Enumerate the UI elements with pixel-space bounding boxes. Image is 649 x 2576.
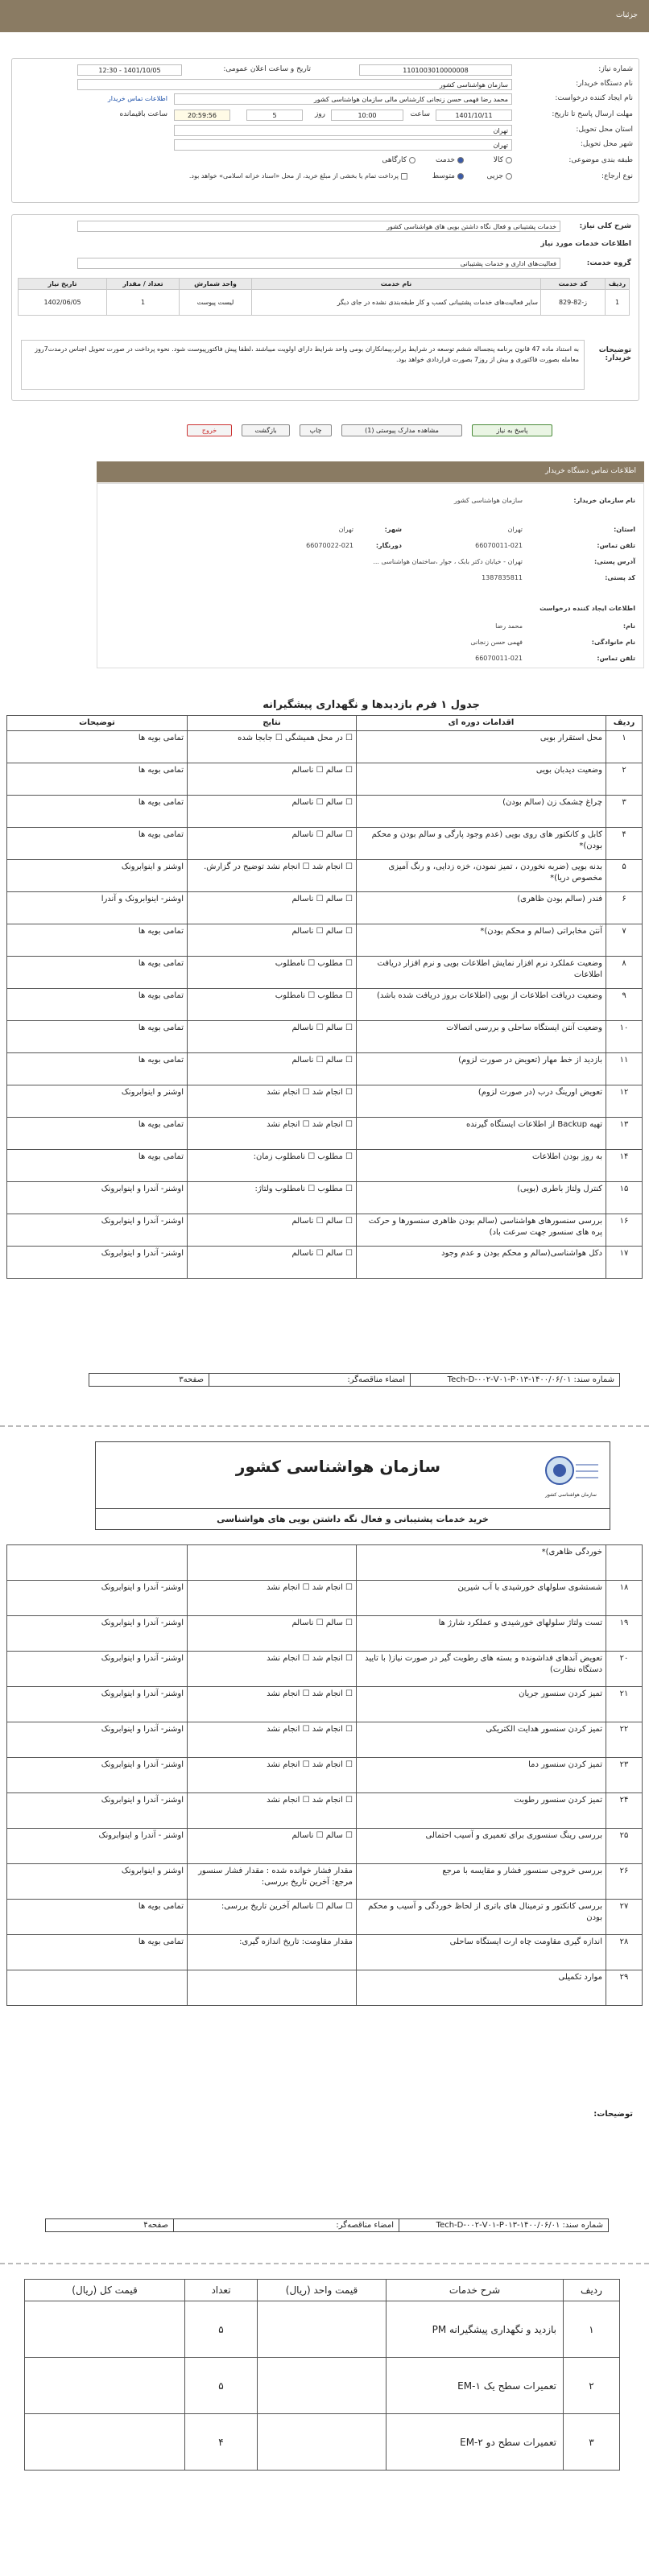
province-c-value: تهران <box>507 526 523 533</box>
time-label: ساعت <box>410 110 430 118</box>
table-cell: تمیز کردن سنسور رطوبت <box>357 1793 606 1829</box>
table-cell: بررسی خروجی سنسور فشار و مقایسه با مرجع <box>357 1864 606 1900</box>
table-row <box>7 1247 643 1279</box>
province-c-label: استان: <box>614 526 635 533</box>
table-row <box>7 1053 643 1085</box>
col-name: نام خدمت <box>252 279 541 290</box>
creator-title: اطلاعات ایجاد کننده درخواست <box>539 605 635 612</box>
table-row <box>7 1652 643 1687</box>
class-label: طبقه بندی موضوعی: <box>568 156 633 164</box>
lname-label: نام خانوادگی: <box>591 639 635 646</box>
page1-title: جدول ۱ فرم بازدیدها و نگهداری پیشگیرانه <box>262 699 480 711</box>
contact-info <box>97 483 644 668</box>
budget-option-low[interactable] <box>486 172 512 180</box>
table-cell: اوشنر- آندرا و اینوابرونک <box>7 1758 188 1793</box>
table-cell: بررسی رینگ سنسوری برای تعمیری و آسیب احتمالی <box>357 1829 606 1864</box>
table-cell: محل استقرار بویی <box>357 731 606 763</box>
exit-button[interactable]: خروج <box>187 424 232 436</box>
table-cell: ☐ سالم ☐ ناسالم آخرین تاریخ بررسی: <box>188 1900 357 1935</box>
creator-field: محمد رضا فهمی حسن زنجانی کارشناس مالی سازمان هواشناسی کشور <box>174 93 512 105</box>
table-row <box>25 2414 620 2471</box>
table-cell: اوشنر- آندرا و اینوابرونک <box>7 1214 188 1247</box>
table-cell <box>606 1545 643 1581</box>
address-value: تهران - خیابان دکتر بابک ، جوار ،ساختمان هواشناسی ... <box>373 558 523 565</box>
table-row <box>7 731 643 763</box>
notes-label: توضیحات: <box>593 2110 633 2119</box>
table-cell: ☐ مطلوب ☐ نامطلوب زمان: <box>188 1150 357 1182</box>
hdr-result: نتایج <box>188 716 357 731</box>
table-cell: تعویض آندهای فداشونده و بسته های رطوبت گیر در صورت نیاز( با تایید دستگاه نظارت) <box>357 1652 606 1687</box>
city-c-value: تهران <box>338 526 353 533</box>
table-cell: ۴ <box>606 828 643 860</box>
tel-label: تلفن تماس: <box>597 655 635 662</box>
col-unit: واحد شمارش <box>180 279 252 290</box>
maintenance-table-2 <box>6 1544 643 2006</box>
buyer-note-label: توضیحات خریدار: <box>598 346 631 362</box>
table-cell: تمیز کردن سنسور جریان <box>357 1687 606 1722</box>
table-cell: کنترل ولتاژ باطری (بویی) <box>357 1182 606 1214</box>
table-cell: ☐ سالم ☐ ناسالم <box>188 763 357 796</box>
table-row <box>7 1758 643 1793</box>
table-cell: ۱۱ <box>606 1053 643 1085</box>
table-cell: ۱۷ <box>606 1247 643 1279</box>
org-label: نام دستگاه خریدار: <box>576 80 633 88</box>
desc-field: خدمات پشتیبانی و فعال نگاه داشتن بویی های هواشناسی کشور <box>77 221 560 232</box>
table-row <box>7 1864 643 1900</box>
price-table <box>24 2279 620 2471</box>
date-label: تاریخ و ساعت اعلان عمومی: <box>223 65 311 73</box>
table-row <box>7 957 643 989</box>
price-cell: ۲ <box>564 2358 620 2414</box>
table-cell: شستشوی سلولهای خورشیدی با آب شیرین <box>357 1581 606 1616</box>
table-row <box>7 1970 643 2006</box>
table-cell: ۲۱ <box>606 1687 643 1722</box>
table-row <box>7 1118 643 1150</box>
table-cell <box>188 1970 357 2006</box>
table-cell: مقدار مقاومت: تاریخ اندازه گیری: <box>188 1935 357 1970</box>
price-col-qty: تعداد <box>185 2280 258 2301</box>
table-cell: اوشنر- آندرا و اینوابرونک <box>7 1652 188 1687</box>
cell-unit: لیست پیوست <box>180 290 252 316</box>
table-cell: موارد تکمیلی <box>357 1970 606 2006</box>
table-cell: ۱ <box>606 731 643 763</box>
table-cell: تمامی بویه ها <box>7 957 188 989</box>
table-cell: مقدار فشار خوانده شده : مقدار فشار سنسور مرجع: آخرین تاریخ بررسی: <box>188 1864 357 1900</box>
table-row <box>7 1687 643 1722</box>
table-row <box>7 1021 643 1053</box>
page-title: جزئیات <box>616 11 638 19</box>
fname-value: محمد رضا <box>495 622 523 630</box>
date-field: 1401/10/05 - 12:30 <box>77 64 182 76</box>
col-date: تاریخ نیاز <box>19 279 107 290</box>
table-cell: ۹ <box>606 989 643 1021</box>
org-logo-icon <box>544 1450 600 1491</box>
table-cell: به روز بودن اطلاعات <box>357 1150 606 1182</box>
table-row <box>7 763 643 796</box>
maintenance-table-1 <box>6 715 643 1279</box>
cell-date: 1402/06/05 <box>19 290 107 316</box>
table-cell <box>7 1545 188 1581</box>
table-row <box>7 1616 643 1652</box>
price-cell <box>258 2358 387 2414</box>
table-row <box>7 1900 643 1935</box>
table-cell: ☐ انجام شد ☐ انجام نشد <box>188 1687 357 1722</box>
address-label: آدرس پستی: <box>594 558 635 565</box>
items-header-row <box>19 279 630 290</box>
table-row <box>7 1581 643 1616</box>
back-button[interactable]: بازگشت <box>242 424 290 436</box>
doc-number: شماره سند: Tech-D-۰۰۲-V۰۱-P۰۱۳-۱۴۰۰/۰۶/۰۱ <box>411 1374 620 1387</box>
checkbox-icon[interactable] <box>401 173 407 180</box>
table-cell: ☐ مطلوب ☐ نامطلوب ولتاژ: <box>188 1182 357 1214</box>
table-cell: ☐ سالم ☐ ناسالم <box>188 828 357 860</box>
table-cell: ۲۲ <box>606 1722 643 1758</box>
days-field: 5 <box>246 110 303 121</box>
table-cell: ۱۴ <box>606 1150 643 1182</box>
table-cell: اوشنر- اینوابرونک و آندرا <box>7 892 188 924</box>
group-field: فعالیت‌های اداری و خدمات پشتیبانی <box>77 258 560 269</box>
table-row <box>7 1214 643 1247</box>
hdr-row: ردیف <box>606 716 643 731</box>
table-row <box>25 2358 620 2414</box>
table-cell: اوشنر- آندرا و اینوابرونک <box>7 1581 188 1616</box>
table-row <box>7 1793 643 1829</box>
table-cell: تمامی بویه ها <box>7 796 188 828</box>
table-cell: ☐ انجام شد ☐ انجام نشد <box>188 1085 357 1118</box>
table-cell: ☐ سالم ☐ ناسالم <box>188 1829 357 1864</box>
price-cell <box>25 2414 185 2471</box>
table-cell: ۲۹ <box>606 1970 643 2006</box>
table-cell: وضعیت آنتن ایستگاه ساحلی و بررسی اتصالات <box>357 1021 606 1053</box>
services-title: اطلاعات خدمات مورد نیاز <box>540 240 631 248</box>
table-cell: ☐ سالم ☐ ناسالم <box>188 892 357 924</box>
table-cell: ☐ سالم ☐ ناسالم <box>188 1247 357 1279</box>
table-cell: تمامی بویه ها <box>7 1150 188 1182</box>
table-cell: اوشنر و اینوابرونک <box>7 1864 188 1900</box>
col-code: کد خدمت <box>541 279 606 290</box>
table-cell: خوردگی ظاهری)* <box>357 1545 606 1581</box>
page2-header <box>95 1441 610 1530</box>
table-cell: تمامی بویه ها <box>7 924 188 957</box>
signature-label: امضاء مناقصه‌گر: <box>209 1374 411 1387</box>
table-cell: تمامی بویه ها <box>7 1900 188 1935</box>
table-cell: چراغ چشمک زن (سالم بودن) <box>357 796 606 828</box>
table-cell: ۱۹ <box>606 1616 643 1652</box>
table-cell: اوشنر و اینوابرونک <box>7 1085 188 1118</box>
table-cell: اوشنر و اینوابرونک <box>7 860 188 892</box>
page-separator <box>0 2263 649 2264</box>
table-cell: اوشنر- آندرا و اینوابرونک <box>7 1182 188 1214</box>
price-cell <box>258 2414 387 2471</box>
table-cell: ۱۰ <box>606 1021 643 1053</box>
radio-icon <box>409 157 415 163</box>
contact-bar: اطلاعات تماس دستگاه خریدار <box>97 461 644 482</box>
table-cell: بررسی کانکتور و ترمینال های باتری از لحاظ خوردگی و آسیب و محکم بودن <box>357 1900 606 1935</box>
city-label: شهر محل تحویل: <box>580 140 633 148</box>
price-cell: ۵ <box>185 2301 258 2358</box>
buyer-note-box <box>21 340 585 390</box>
table-row <box>19 290 630 316</box>
table-cell: ۲۳ <box>606 1758 643 1793</box>
page-number: صفحه۴ <box>46 2219 174 2232</box>
table-cell: کابل و کانکتور های روی بویی (عدم وجود پارگی و سالم بودن و محکم بودن)* <box>357 828 606 860</box>
docs-button[interactable]: مشاهده مدارک پیوستی (1) <box>341 424 462 436</box>
price-cell: تعمیرات سطح یک EM-۱ <box>387 2358 564 2414</box>
phone-value: 66070011-021 <box>475 542 523 549</box>
table-cell: ۲۶ <box>606 1864 643 1900</box>
deadline-label: مهلت ارسال پاسخ تا تاریخ: <box>552 110 633 118</box>
table-row <box>7 1935 643 1970</box>
class-option-work[interactable] <box>382 156 415 164</box>
price-col-total: قیمت کل (ریال) <box>25 2280 185 2301</box>
table-cell: ☐ سالم ☐ ناسالم <box>188 924 357 957</box>
page2-footer <box>45 2218 609 2232</box>
desc-label: شرح کلی نیاز: <box>579 222 631 230</box>
table-cell: اوشنر - آندرا و اینوابرونک <box>7 1829 188 1864</box>
doc-number: شماره سند: Tech-D-۰۰۲-V۰۱-P۰۱۳-۱۴۰۰/۰۶/۰۱ <box>399 2219 609 2232</box>
budget-note-text: پرداخت تمام یا بخشی از مبلغ خرید، از محل «اسناد خزانه اسلامی» خواهد بود. <box>188 172 399 180</box>
page1-footer <box>89 1373 620 1387</box>
table-cell: ۸ <box>606 957 643 989</box>
table-cell: ☐ سالم ☐ ناسالم <box>188 1616 357 1652</box>
table-cell: آنتن مخابراتی (سالم و محکم بودن)* <box>357 924 606 957</box>
price-cell: ۴ <box>185 2414 258 2471</box>
remaining-label: ساعت باقیمانده <box>119 110 167 118</box>
price-cell: ۱ <box>564 2301 620 2358</box>
cell-row: 1 <box>606 290 630 316</box>
province-label: استان محل تحویل: <box>576 126 633 134</box>
table-row <box>7 1085 643 1118</box>
table-row <box>7 1829 643 1864</box>
class-work-text: کارگاهی <box>382 156 407 164</box>
table-cell: ۵ <box>606 860 643 892</box>
table-cell: اندازه گیری مقاومت چاه ارت ایستگاه ساحلی <box>357 1935 606 1970</box>
table-cell: ۱۲ <box>606 1085 643 1118</box>
table-cell: تمامی بویه ها <box>7 1021 188 1053</box>
table-cell: ☐ انجام شد ☐ انجام نشد <box>188 1118 357 1150</box>
table-cell: ☐ انجام شد ☐ انجام نشد توضیح در گزارش. <box>188 860 357 892</box>
table-row <box>7 796 643 828</box>
price-col-unit: قیمت واحد (ریال) <box>258 2280 387 2301</box>
table-cell: تعویض اورینگ درب (در صورت لزوم) <box>357 1085 606 1118</box>
table-cell: ۷ <box>606 924 643 957</box>
table-cell: ۲۸ <box>606 1935 643 1970</box>
table-cell: فندر (سالم بودن ظاهری) <box>357 892 606 924</box>
table-cell: ☐ مطلوب ☐ نامطلوب <box>188 989 357 1021</box>
table-cell: ☐ سالم ☐ ناسالم <box>188 1021 357 1053</box>
table-cell: ۲۵ <box>606 1829 643 1864</box>
day-label: روز <box>314 110 325 118</box>
signature-label: امضاء مناقصه‌گر: <box>174 2219 399 2232</box>
table-cell: تمامی بویه ها <box>7 1053 188 1085</box>
print-button[interactable]: چاپ <box>300 424 332 436</box>
cell-code: ز-82-829 <box>541 290 606 316</box>
table-cell: ۱۵ <box>606 1182 643 1214</box>
table-cell: ۱۳ <box>606 1118 643 1150</box>
table-cell: وضعیت دیدبان بویی <box>357 763 606 796</box>
table-cell: ☐ انجام شد ☐ انجام نشد <box>188 1581 357 1616</box>
table-row <box>7 828 643 860</box>
table-cell: ۲۰ <box>606 1652 643 1687</box>
table-cell: ۳ <box>606 796 643 828</box>
table-cell: ۶ <box>606 892 643 924</box>
deadline-date-field: 1401/10/11 <box>436 110 512 121</box>
table-cell: ۱۸ <box>606 1581 643 1616</box>
org-logo <box>544 1450 600 1491</box>
province-field: تهران <box>174 125 512 136</box>
need-number-field: 1101003010000008 <box>359 64 512 76</box>
city-c-label: شهر: <box>384 526 402 533</box>
table-cell: ۲۷ <box>606 1900 643 1935</box>
table-cell: اوشنر- آندرا و اینوابرونک <box>7 1793 188 1829</box>
price-cell: بازدید و نگهداری پیشگیرانه PM <box>387 2301 564 2358</box>
table-cell <box>7 1970 188 2006</box>
price-cell: تعمیرات سطح دو EM-۲ <box>387 2414 564 2471</box>
price-col-desc: شرح خدمات <box>387 2280 564 2301</box>
price-cell <box>258 2301 387 2358</box>
top-bar <box>0 0 649 32</box>
class-option-service[interactable] <box>436 156 464 164</box>
org-title: سازمان هواشناسی کشور <box>235 1457 440 1476</box>
table-cell: بدنه بویی (ضربه نخوردن ، تمیز نمودن، خزه زدایی، و رنگ آمیزی مخصوص دریا)* <box>357 860 606 892</box>
hdr-action: اقدامات دوره ای <box>357 716 606 731</box>
cell-name: سایر فعالیت‌های خدمات پشتیبانی کسب و کار طبقه‌بندی نشده در جای دیگر <box>252 290 541 316</box>
table-cell: ☐ در محل همیشگی ☐ جابجا شده <box>188 731 357 763</box>
table-cell: تهیه Backup از اطلاعات ایستگاه گیرنده <box>357 1118 606 1150</box>
price-cell <box>25 2301 185 2358</box>
buyer-name-label: نام سازمان خریدار: <box>573 497 635 504</box>
radio-selected-icon <box>457 157 464 163</box>
group-label: گروه خدمت: <box>586 259 631 267</box>
table-cell: تمیز کردن سنسور هدایت الکتریکی <box>357 1722 606 1758</box>
table-row <box>7 989 643 1021</box>
table-cell: تمامی بویه ها <box>7 1935 188 1970</box>
table-cell: تمیز کردن سنسور دما <box>357 1758 606 1793</box>
table-cell <box>188 1545 357 1581</box>
org-logo-caption: سازمان هواشناسی کشور <box>545 1492 597 1498</box>
class-option-goods[interactable] <box>494 156 512 164</box>
class-service-text: خدمت <box>436 156 455 164</box>
remaining-time-field: 20:59:56 <box>174 110 230 121</box>
postal-value: 1387835811 <box>482 574 523 581</box>
table-row <box>7 1545 643 1581</box>
price-header <box>25 2280 620 2301</box>
table-cell: ☐ انجام شد ☐ انجام نشد <box>188 1793 357 1829</box>
cell-qty: 1 <box>107 290 180 316</box>
table-row <box>7 1182 643 1214</box>
items-table <box>18 278 630 316</box>
table-cell: تمامی بویه ها <box>7 731 188 763</box>
table-row <box>25 2301 620 2358</box>
table-cell: تمامی بویه ها <box>7 828 188 860</box>
price-col-row: ردیف <box>564 2280 620 2301</box>
price-cell: ۵ <box>185 2358 258 2414</box>
hdr-notes: توضیحات <box>7 716 188 731</box>
col-qty: تعداد / مقدار <box>107 279 180 290</box>
page-number: صفحه۳ <box>89 1374 209 1387</box>
table-cell: دکل هواشناسی(سالم و محکم بودن و عدم وجود <box>357 1247 606 1279</box>
table-cell: بازدید از خط مهار (تعویض در صورت لزوم) <box>357 1053 606 1085</box>
fax-value: 66070022-021 <box>306 542 353 549</box>
table-cell: ☐ سالم ☐ ناسالم <box>188 796 357 828</box>
page2-subtitle: خرید خدمات پشتیبانی و فعال نگه داشتن بویی های هواشناسی <box>96 1508 610 1524</box>
budget-mid-text: متوسط <box>432 172 455 180</box>
table-header <box>7 716 643 731</box>
table-cell: ☐ انجام شد ☐ انجام نشد <box>188 1652 357 1687</box>
col-row: ردیف <box>606 279 630 290</box>
budget-option-mid[interactable] <box>432 172 464 180</box>
table-cell: ☐ انجام شد ☐ انجام نشد <box>188 1758 357 1793</box>
page-separator <box>0 1425 649 1427</box>
phone-label: تلفن تماس: <box>597 542 635 549</box>
budget-low-text: جزیی <box>486 172 503 180</box>
class-goods-text: کالا <box>493 156 503 164</box>
table-cell: تست ولتاژ سلولهای خورشیدی و عملکرد شارژ ها <box>357 1616 606 1652</box>
lname-value: فهمی حسن زنجانی <box>470 639 523 646</box>
table-row <box>7 1722 643 1758</box>
radio-icon <box>506 173 512 180</box>
table-cell: ۱۶ <box>606 1214 643 1247</box>
reply-button[interactable]: پاسخ به نیاز <box>472 424 552 436</box>
table-cell: بررسی سنسورهای هواشناسی (سالم بودن ظاهری سنسورها و حرکت پره های سنسور جهت سرعت باد) <box>357 1214 606 1247</box>
tel-value: 66070011-021 <box>475 655 523 662</box>
table-cell: ۲۴ <box>606 1793 643 1829</box>
radio-icon <box>506 157 512 163</box>
buyer-name-value: سازمان هواشناسی کشور <box>453 497 523 504</box>
table-cell: ☐ انجام شد ☐ انجام نشد <box>188 1722 357 1758</box>
table-cell: تمامی بویه ها <box>7 763 188 796</box>
table-cell: اوشنر- آندرا و اینوابرونک <box>7 1616 188 1652</box>
table-row <box>7 924 643 957</box>
table-cell: ☐ مطلوب ☐ نامطلوب <box>188 957 357 989</box>
org-field: سازمان هواشناسی کشور <box>77 79 512 90</box>
table-cell: ☐ سالم ☐ ناسالم <box>188 1053 357 1085</box>
price-cell <box>25 2358 185 2414</box>
table-row <box>7 860 643 892</box>
budget-note <box>189 172 407 180</box>
radio-selected-icon <box>457 173 464 180</box>
table-cell: وضعیت دریافت اطلاعات از بویی (اطلاعات بروز دریافت شده باشد) <box>357 989 606 1021</box>
table-cell: وضعیت عملکرد نرم افزار نمایش اطلاعات بویی و نرم افزار دریافت اطلاعات <box>357 957 606 989</box>
deadline-time-field: 10:00 <box>331 110 403 121</box>
table-row <box>7 1150 643 1182</box>
creator-label: نام ایجاد کننده درخواست: <box>555 94 633 102</box>
table-cell: تمامی بویه ها <box>7 1118 188 1150</box>
table-cell: اوشنر- آندرا و اینوابرونک <box>7 1687 188 1722</box>
postal-label: کد پستی: <box>605 574 635 581</box>
fname-label: نام: <box>622 622 635 630</box>
budget-label: نوع ارجاع: <box>601 172 633 180</box>
city-field: تهران <box>174 139 512 151</box>
table-cell: تمامی بویه ها <box>7 989 188 1021</box>
buyer-contact-link[interactable]: اطلاعات تماس خریدار <box>107 95 167 102</box>
table-cell: اوشنر- آندرا و اینوابرونک <box>7 1722 188 1758</box>
fax-label: دورنگار: <box>375 542 402 549</box>
table-cell: ☐ سالم ☐ ناسالم <box>188 1214 357 1247</box>
buyer-note-text: به استناد ماده 47 قانون برنامه پنجساله ششم توسعه در شرایط برابر،پیمانکاران بومی واحد شرایط دارای اولویت میباشند ،لطفا پیش فاکتورپیوست شود. نحوه پرداخت در صورت تحویل اجناس درمدت7روز معامله بصورت فاکتوری و بیش از روز7 بصورت قراردادی خواهد بود. <box>35 345 579 363</box>
table-row <box>7 892 643 924</box>
need-number-label: شماره نیاز: <box>598 65 633 73</box>
table-cell: ۲ <box>606 763 643 796</box>
table-cell: اوشنر- آندرا و اینوابرونک <box>7 1247 188 1279</box>
price-cell: ۳ <box>564 2414 620 2471</box>
